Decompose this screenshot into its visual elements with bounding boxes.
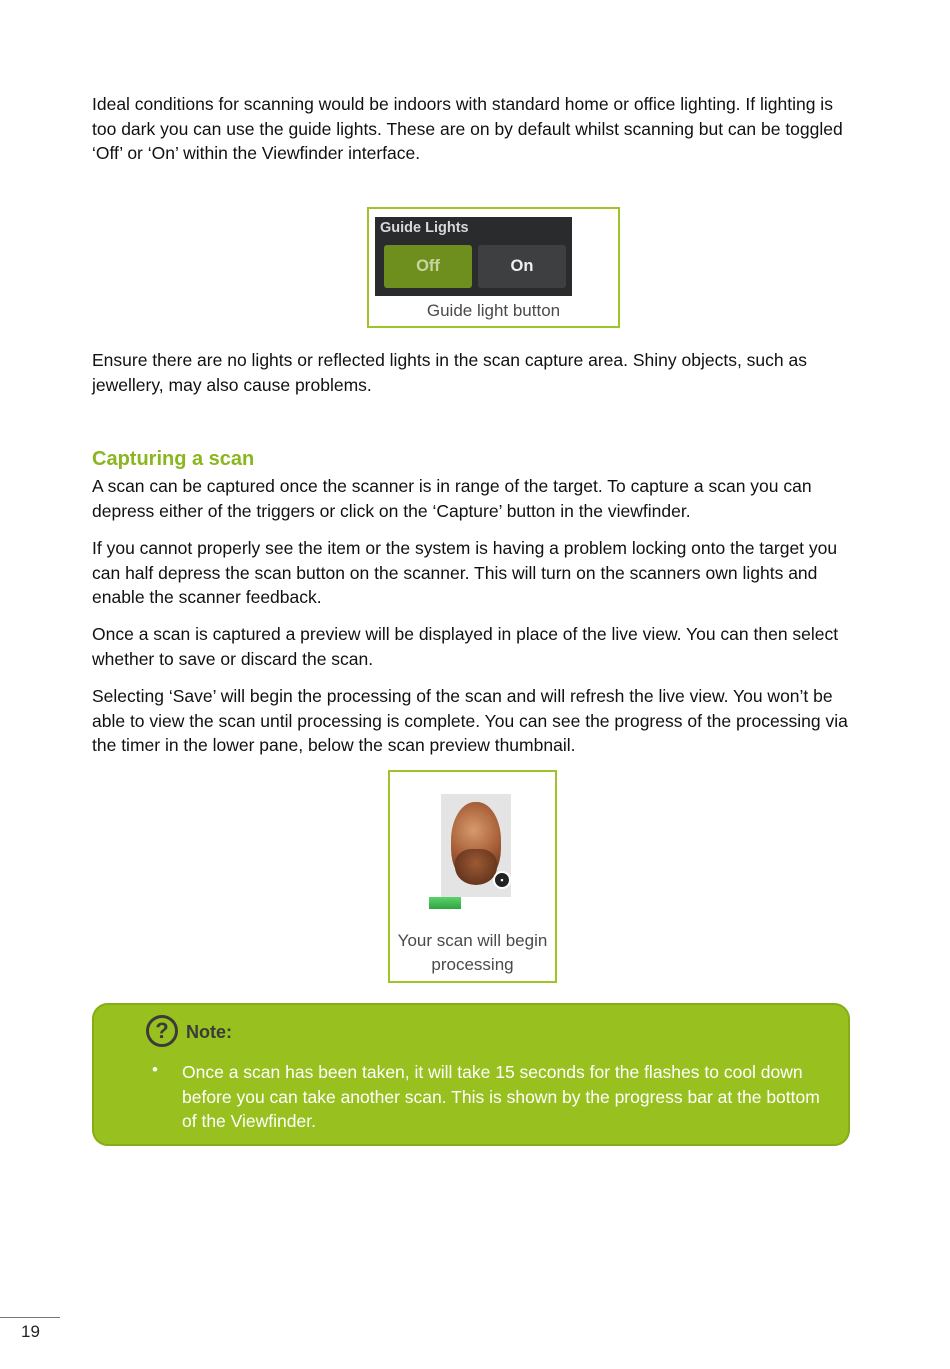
preview-paragraph: Once a scan is captured a preview will be displayed in place of the live view. You can then select whether to save or discard the scan.	[92, 624, 839, 669]
note-text: Once a scan has been taken, it will take 15 seconds for the flashes to cool down before you can take another scan. This is shown by the progress bar at the bottom of the Viewfinder.	[182, 1062, 820, 1131]
scan-processing-caption: Your scan will begin processing	[397, 931, 548, 974]
guide-lights-figure	[367, 207, 620, 328]
guide-lights-on-button[interactable]: On	[478, 245, 566, 288]
processing-progress-fill	[429, 897, 461, 909]
guide-lights-caption: Guide light button	[426, 301, 561, 320]
processing-badge-icon: ▪	[493, 871, 511, 889]
reflection-paragraph: Ensure there are no lights or reflected lights in the scan capture area. Shiny objects, such as jewellery, may also cause problems.	[92, 350, 807, 395]
capture-paragraph: A scan can be captured once the scanner is in range of the target. To capture a scan you can depress either of the triggers or click on the ‘Capture’ button in the viewfinder.	[92, 476, 812, 521]
processing-progress-bar	[429, 897, 461, 909]
guide-lights-title: Guide Lights	[380, 220, 469, 236]
save-paragraph: Selecting ‘Save’ will begin the processing of the scan and will refresh the live view. You won’t be able to view the scan until processing is complete. You can see the progress of the processing via the timer in the lower pane, below the scan preview thumbnail.	[92, 686, 848, 755]
question-icon: ?	[146, 1015, 178, 1047]
scan-processing-figure	[388, 770, 557, 983]
intro-paragraph: Ideal conditions for scanning would be indoors with standard home or office lighting. If lighting is too dark you can use the guide lights. These are on by default whilst scanning but can be toggled ‘Off’ or ‘On’ within the Viewfinder interface.	[92, 94, 843, 163]
footer-divider	[0, 1317, 60, 1318]
locking-paragraph: If you cannot properly see the item or the system is having a problem locking onto the target you can half depress the scan button on the scanner. This will turn on the scanners own lights and enable the scanner feedback.	[92, 538, 838, 607]
guide-lights-off-button[interactable]: Off	[384, 245, 472, 288]
section-heading: Capturing a scan	[92, 448, 255, 470]
scan-thumbnail	[441, 794, 511, 897]
scan-beard-image	[455, 849, 497, 885]
guide-lights-panel	[375, 217, 572, 296]
bullet-icon: •	[152, 1060, 158, 1079]
note-box	[92, 1003, 850, 1146]
note-title: Note:	[186, 1022, 232, 1042]
page-number: 19	[21, 1322, 40, 1341]
